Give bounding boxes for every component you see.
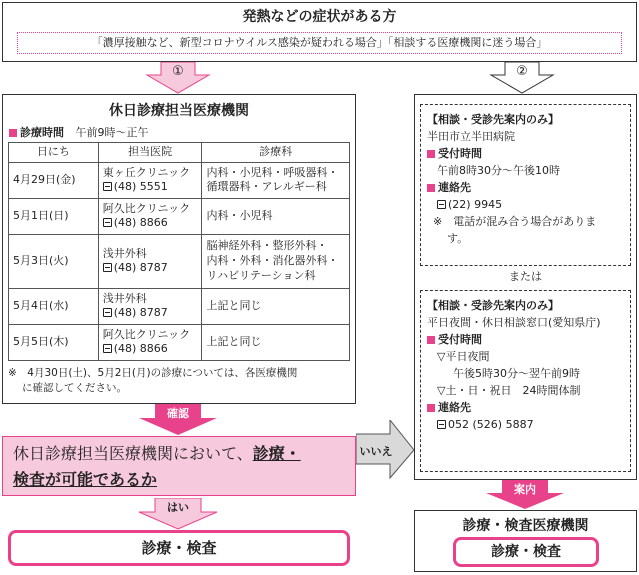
col-date: 日にち <box>9 143 99 163</box>
right-result-title: 診療・検査医療機関 <box>462 518 589 534</box>
consult-b-hours-1: ▽平日夜間 <box>437 350 490 363</box>
consult-b-phone: 052 (526) 5887 <box>427 416 624 433</box>
consult-b-heading: 【相談・受診先案内のみ】 <box>427 299 559 312</box>
consult-a-heading: 【相談・受診先案内のみ】 <box>427 113 559 126</box>
phone-icon <box>103 344 112 353</box>
hours-value: 午前9時～正午 <box>75 126 149 139</box>
table-row <box>9 198 350 234</box>
phone-icon <box>103 308 112 317</box>
consult-a-contact-label: 連絡先 <box>427 179 624 196</box>
consult-a-phone: (22) 9945 <box>427 196 624 213</box>
header-title: 発熱などの症状がある方 <box>242 9 397 25</box>
holiday-hours <box>9 124 149 140</box>
phone-icon <box>437 420 446 429</box>
phone-icon <box>437 200 446 209</box>
row-date: 5月4日(水) <box>9 288 99 324</box>
table-row <box>9 288 350 324</box>
consult-a-box <box>420 104 631 266</box>
holiday-title: 休日診療担当医療機関 <box>109 103 249 119</box>
yes-label: はい <box>167 501 189 514</box>
pink-marker <box>9 129 17 137</box>
consult-b-contact-label: 連絡先 <box>427 399 624 416</box>
route2-number: ② <box>516 64 528 79</box>
consult-b-place: 平日夜間・休日相談窓口(愛知県庁) <box>427 316 601 329</box>
question-box <box>2 436 356 496</box>
route1-number: ① <box>172 64 184 79</box>
pink-marker <box>427 150 435 158</box>
question-line-2: 検査が可能であるか <box>13 470 158 489</box>
consult-b-hours-label: 受付時間 <box>427 331 624 348</box>
guide-label: 案内 <box>514 483 536 496</box>
consult-b-box <box>420 290 631 472</box>
row-date: 5月5日(木) <box>9 324 99 360</box>
row-clinic: 阿久比クリニック (48) 8866 <box>98 324 202 360</box>
col-clinic: 担当医院 <box>98 143 202 163</box>
header-box <box>2 2 637 62</box>
note-line-1: ※ 4月30日(土)、5月2日(月)の診療については、各医療機関 <box>8 367 298 379</box>
row-date: 5月3日(火) <box>9 234 99 288</box>
right-result-box <box>414 510 637 572</box>
table-row <box>9 234 350 288</box>
consult-b-hours-3: ▽土・日・祝日 24時間体制 <box>437 384 581 397</box>
consult-b-hours-2: 午後5時30分～翌午前9時 <box>453 367 580 380</box>
question-line-1: 休日診療担当医療機関において、診療・ <box>13 444 301 463</box>
right-result-subtitle: 診療・検査 <box>453 537 599 567</box>
consult-a-note-2: す。 <box>447 232 469 245</box>
pink-marker <box>427 336 435 344</box>
table-row <box>9 162 350 198</box>
table-row <box>9 324 350 360</box>
no-label: いいえ <box>359 445 393 458</box>
consult-a-note-1: ※ 電話が混み合う場合がありま <box>433 215 597 228</box>
result-left: 診療・検査 <box>8 530 350 566</box>
phone-icon <box>103 182 112 191</box>
consult-a-hours: 午前8時30分～午後10時 <box>437 164 560 177</box>
row-clinic: 阿久比クリニック (48) 8866 <box>98 198 202 234</box>
row-dept: 内科・小児科 <box>202 198 350 234</box>
row-clinic: 東ヶ丘クリニック (48) 5551 <box>98 162 202 198</box>
consult-a-hours-label: 受付時間 <box>427 145 624 162</box>
row-clinic: 浅井外科 (48) 8787 <box>98 288 202 324</box>
row-dept: 脳神経外科・整形外科・ 内科・外科・消化器外科・ リハビリテーション科 <box>202 234 350 288</box>
phone-icon <box>103 263 112 272</box>
row-date: 4月29日(金) <box>9 162 99 198</box>
row-dept: 上記と同じ <box>202 288 350 324</box>
confirm-label: 確認 <box>167 407 189 420</box>
note-line-2: に確認してください。 <box>22 381 127 394</box>
row-clinic: 浅井外科 (48) 8787 <box>98 234 202 288</box>
or-label: または <box>509 270 542 283</box>
header-condition: 「濃厚接触など、新型コロナウイルス感染が疑われる場合」「相談する医療機関に迷う場合」 <box>17 32 622 54</box>
col-dept: 診療科 <box>202 143 350 163</box>
consult-a-place: 半田市立半田病院 <box>427 130 515 143</box>
holiday-note <box>8 366 354 395</box>
phone-icon <box>103 218 112 227</box>
row-dept: 上記と同じ <box>202 324 350 360</box>
pink-marker <box>427 404 435 412</box>
schedule-table <box>8 142 350 361</box>
hours-label: 診療時間 <box>20 126 64 139</box>
row-date: 5月1日(日) <box>9 198 99 234</box>
row-dept: 内科・小児科・呼吸器科・ 循環器科・アレルギー科 <box>202 162 350 198</box>
pink-marker <box>427 184 435 192</box>
